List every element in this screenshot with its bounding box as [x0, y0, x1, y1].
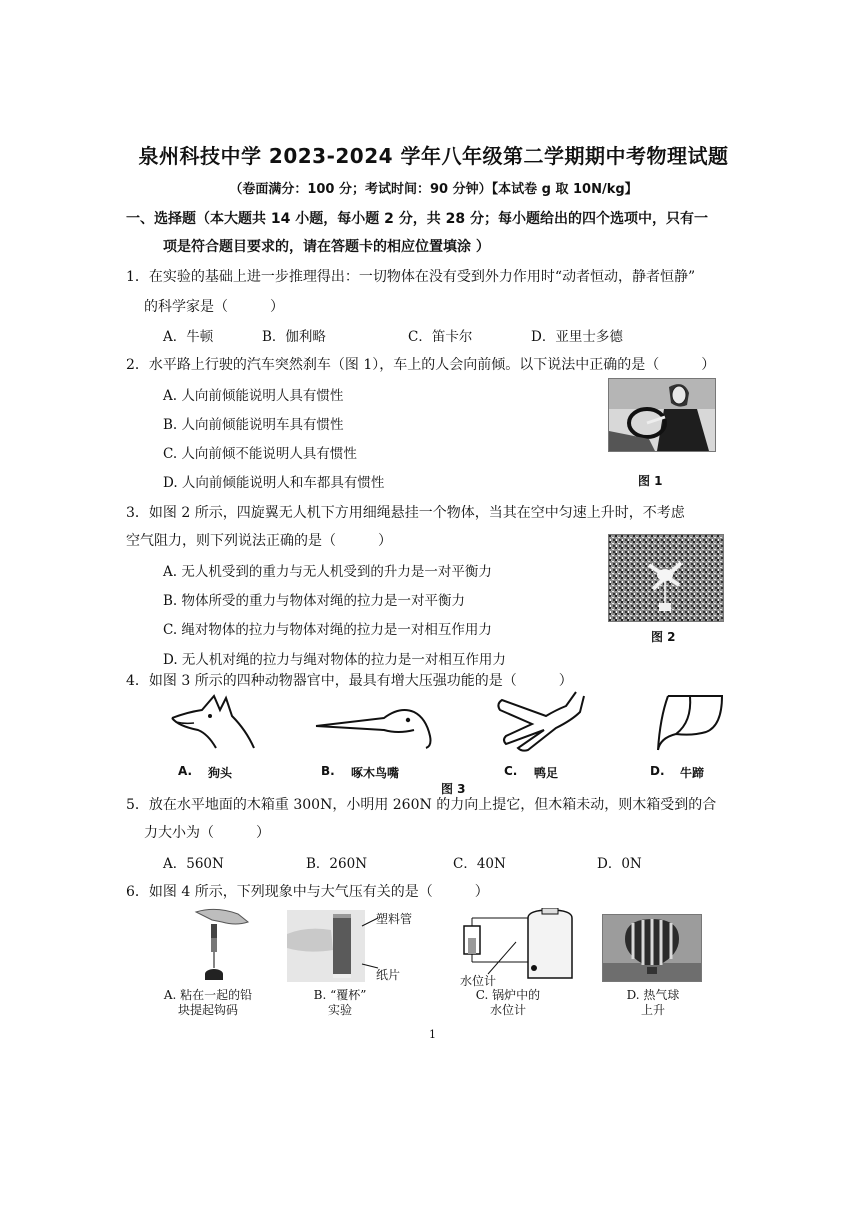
q4-stem: 4．如图 3 所示的四种动物器官中，最具有增大压强功能的是（ ）: [126, 673, 573, 689]
q3-option-b: B. 物体所受的重力与物体对绳的拉力是一对平衡力: [163, 593, 466, 609]
exam-info: （卷面满分：100 分；考试时间：90 分钟）【本试卷 g 取 10N/kg】: [229, 182, 638, 197]
figure-4-caption-c-line1: C. 锅炉中的: [475, 988, 541, 1002]
q4-option-a-name: 狗头: [208, 766, 233, 780]
q5-option-c: C．40N: [453, 856, 506, 872]
page-title: 泉州科技中学 2023-2024 学年八年级第二学期期中考物理试题: [138, 144, 729, 168]
figure-2-label: 图 2: [651, 630, 676, 644]
figure-4-caption-d-line2: 上升: [640, 1003, 665, 1017]
figure-3-duck-foot-image: [492, 690, 586, 754]
figure-2-drone-image: [608, 534, 724, 622]
page-number: 1: [429, 1028, 436, 1041]
q1-stem-line2: 的科学家是（ ）: [144, 299, 284, 315]
figure-4-lead-blocks-image: [186, 906, 266, 986]
section-heading-line2: 项是符合题目要求的，请在答题卡的相应位置填涂 ）: [163, 239, 490, 255]
figure-1-driver-image: [608, 378, 716, 452]
q4-option-b-name: 啄木鸟嘴: [351, 766, 400, 780]
figure-4-gauge-label: 水位计: [460, 974, 497, 988]
q3-stem-line2: 空气阻力，则下列说法正确的是（ ）: [126, 533, 392, 549]
figure-4-cup-experiment-image: [287, 910, 365, 982]
q6-stem: 6．如图 4 所示，下列现象中与大气压有关的是（ ）: [126, 884, 489, 900]
q3-option-c: C. 绳对物体的拉力与物体对绳的拉力是一对相互作用力: [163, 622, 492, 638]
q4-option-a-letter: A.: [178, 764, 193, 778]
figure-4-caption-a-line1: A. 粘在一起的铅: [163, 988, 253, 1002]
figure-4-pointer-lines: [360, 912, 380, 972]
figure-4-caption-b: [300, 988, 380, 1018]
q5-option-d: D．0N: [597, 856, 642, 872]
figure-4-caption-b-line2: 实验: [327, 1003, 352, 1017]
q3-option-d: D. 无人机对绳的拉力与绳对物体的拉力是一对相互作用力: [163, 652, 506, 668]
q2-option-b: B. 人向前倾能说明车具有惯性: [163, 417, 344, 433]
q4-option-b-letter: B.: [321, 764, 335, 778]
q1-option-d: D．亚里士多德: [531, 329, 623, 345]
figure-4-caption-c-line2: 水位计: [489, 1003, 526, 1017]
q4-option-d-name: 牛蹄: [680, 766, 705, 780]
figure-3-dog-head-image: [168, 690, 258, 752]
figure-4-caption-d-line1: D. 热气球: [626, 988, 680, 1002]
figure-4-caption-a: [144, 988, 272, 1018]
q4-option-c-name: 鸭足: [534, 766, 559, 780]
q1-option-c: C．笛卡尔: [408, 329, 473, 345]
q2-option-a: A. 人向前倾能说明人具有惯性: [163, 388, 344, 404]
section-heading-line1: 一、选择题（本大题共 14 小题，每小题 2 分，共 28 分；每小题给出的四个选项中，只有一: [126, 211, 708, 227]
figure-4-caption-b-line1: B. “覆杯”: [313, 988, 367, 1002]
q3-stem-line1: 3．如图 2 所示，四旋翼无人机下方用细绳悬挂一个物体，当其在空中匀速上升时，不考虑: [126, 505, 685, 521]
figure-4-plastic-tube-label: 塑料管: [376, 912, 413, 926]
q5-stem-line1: 5．放在水平地面的木箱重 300N，小明用 260N 的力向上提它，但木箱未动，则木箱受到的合: [126, 797, 717, 813]
q1-option-a: A．牛顿: [163, 329, 214, 345]
q2-stem: 2．水平路上行驶的汽车突然刹车（图 1），车上的人会向前倾。以下说法中正确的是（ ）: [126, 357, 716, 373]
q1-option-b: B．伽利略: [262, 329, 326, 345]
figure-3-label: 图 3: [441, 782, 466, 796]
q5-option-a: A．560N: [163, 856, 224, 872]
q1-stem-line1: 1．在实验的基础上进一步推理得出：一切物体在没有受到外力作用时“动者恒动，静者恒静”: [126, 269, 696, 285]
q5-option-b: B．260N: [306, 856, 368, 872]
figure-4-caption-d: [608, 988, 698, 1018]
q2-option-c: C. 人向前倾不能说明人具有惯性: [163, 446, 357, 462]
figure-1-label: 图 1: [638, 474, 663, 488]
q4-option-c-letter: C.: [504, 764, 518, 778]
figure-3-cow-hoof-image: [652, 692, 724, 752]
figure-4-caption-a-line2: 块提起钩码: [177, 1003, 238, 1017]
figure-4-caption-c: [458, 988, 558, 1018]
q5-stem-line2: 力大小为（ ）: [144, 825, 270, 841]
q3-option-a: A. 无人机受到的重力与无人机受到的升力是一对平衡力: [163, 564, 492, 580]
q2-option-d: D. 人向前倾能说明人和车都具有惯性: [163, 475, 385, 491]
figure-4-paper-label: 纸片: [376, 968, 401, 982]
figure-4-hot-air-balloon-image: [602, 914, 702, 982]
q4-option-d-letter: D.: [650, 764, 665, 778]
figure-3-woodpecker-beak-image: [314, 700, 434, 750]
